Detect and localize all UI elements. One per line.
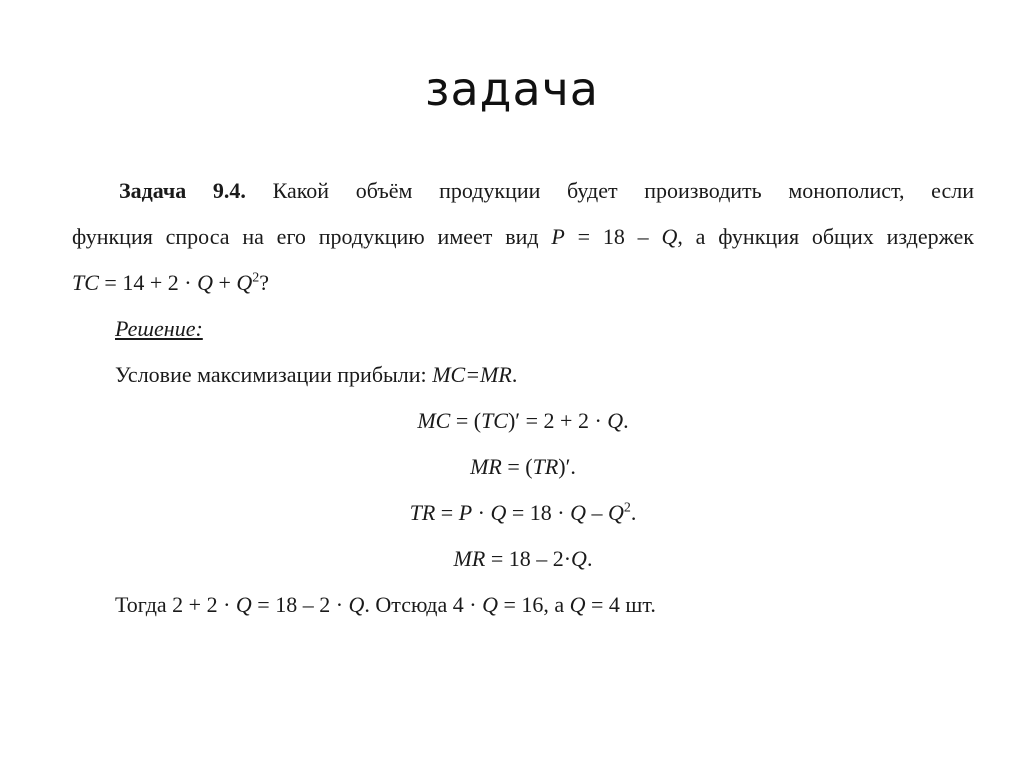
var-mr: MR	[453, 546, 486, 571]
problem-text-3b: = 14 + 2 ·	[98, 270, 198, 295]
var-mc: MC	[417, 408, 451, 433]
problem-text-2e: , а функция общих издержек	[677, 224, 974, 249]
eq-text: ·	[472, 500, 491, 525]
condition-formula: MC=MR	[432, 362, 512, 387]
var-q: Q	[571, 546, 587, 571]
question-mark: ?	[259, 270, 270, 295]
var-p: P	[551, 224, 565, 249]
exponent: 2	[623, 500, 631, 516]
var-q: Q	[661, 224, 678, 249]
eq-text: .	[630, 500, 637, 525]
var-tr: TR	[409, 500, 436, 525]
condition-line	[72, 352, 974, 398]
slide-title: задача	[424, 62, 599, 116]
var-q: Q	[348, 592, 365, 617]
eq-text: = 18 ·	[506, 500, 571, 525]
eq-text: )′ = 2 + 2 ·	[507, 408, 608, 433]
equation-mr-result	[72, 536, 974, 582]
var-q: Q	[235, 592, 252, 617]
var-q: Q	[608, 500, 624, 525]
final-text: = 18 – 2 ·	[251, 592, 349, 617]
final-text: . Отсюда 4 ·	[364, 592, 483, 617]
var-q: Q	[570, 500, 586, 525]
equation-mr	[72, 444, 974, 490]
eq-text: = (	[450, 408, 482, 433]
exponent: 2	[252, 270, 260, 286]
eq-text: =	[435, 500, 459, 525]
var-q: Q	[490, 500, 507, 525]
problem-line-2	[72, 214, 974, 260]
equation-tr	[72, 490, 974, 536]
var-q: Q	[607, 408, 624, 433]
final-answer-line	[72, 582, 974, 628]
problem-line-3	[72, 260, 974, 306]
problem-text-3d: +	[212, 270, 237, 295]
solution-label: Решение:	[115, 316, 203, 341]
problem-line-1	[72, 168, 974, 214]
var-tc: TC	[481, 408, 508, 433]
var-tc: TC	[72, 270, 99, 295]
problem-label: Задача 9.4.	[119, 178, 246, 203]
eq-text: –	[586, 500, 608, 525]
var-q: Q	[569, 592, 586, 617]
eq-text: )′.	[558, 454, 576, 479]
var-p: P	[458, 500, 473, 525]
problem-text-2a: функция спроса на его продукцию имеет вид	[72, 224, 552, 249]
equation-mc	[72, 398, 974, 444]
var-q: Q	[197, 270, 213, 295]
condition-end: .	[511, 362, 518, 387]
final-text: = 4 шт.	[585, 592, 656, 617]
var-q: Q	[236, 270, 253, 295]
eq-text: .	[586, 546, 593, 571]
var-tr: TR	[532, 454, 559, 479]
eq-text: = (	[501, 454, 533, 479]
var-q: Q	[482, 592, 498, 617]
problem-text-1: Какой объём продукции будет производить монополист, если	[245, 178, 974, 203]
condition-text: Условие максимизации прибыли:	[115, 362, 433, 387]
solution-heading-line	[72, 306, 974, 352]
final-text: = 16, а	[497, 592, 570, 617]
problem-document	[72, 168, 974, 628]
final-text: Тогда 2 + 2 ·	[115, 592, 236, 617]
var-mr: MR	[470, 454, 502, 479]
eq-text: .	[623, 408, 629, 433]
problem-text-2c: = 18 –	[564, 224, 662, 249]
eq-text: = 18 – 2·	[485, 546, 572, 571]
